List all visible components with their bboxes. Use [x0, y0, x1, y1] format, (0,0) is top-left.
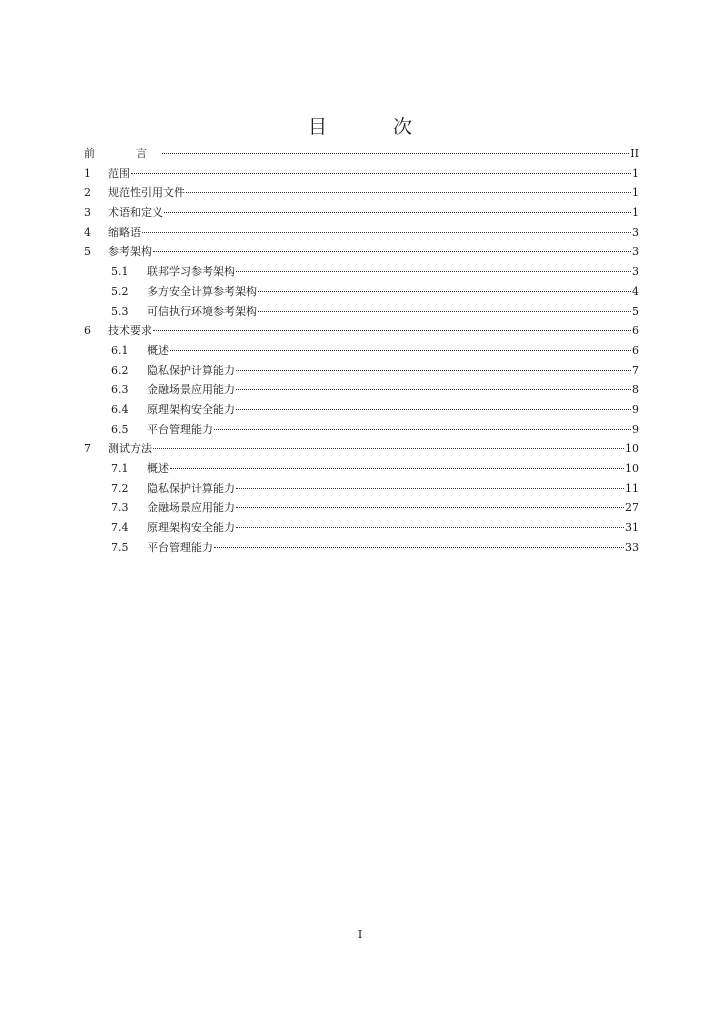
dot-leader — [170, 349, 631, 351]
toc-entry-page: 8 — [632, 383, 639, 397]
dot-leader — [236, 369, 631, 371]
toc-entry-number: 5.2 — [111, 284, 129, 298]
toc-entry[interactable] — [84, 420, 639, 440]
toc-entry-page: 9 — [632, 402, 639, 416]
dot-leader — [258, 310, 631, 312]
toc-entry[interactable] — [84, 341, 639, 361]
toc-entry[interactable] — [84, 439, 639, 459]
toc-entry[interactable] — [84, 223, 639, 243]
toc-entry[interactable] — [84, 203, 639, 223]
dot-leader — [236, 487, 624, 489]
toc-entry[interactable] — [84, 144, 639, 164]
toc-entry-number: 7.1 — [111, 462, 129, 475]
dot-leader — [164, 211, 631, 213]
toc-entry-page: II — [630, 147, 639, 160]
toc-entry-label: 平台管理能力 — [147, 540, 213, 554]
dot-leader — [170, 467, 624, 469]
toc-entry-page: 4 — [632, 284, 639, 298]
toc-entry-number: 1 — [84, 166, 91, 180]
dot-leader — [153, 250, 631, 252]
dot-leader — [236, 388, 631, 390]
toc-entry-page: 11 — [625, 481, 639, 495]
toc-entry-label: 金融场景应用能力 — [147, 383, 235, 397]
toc-entry-number: 6.4 — [111, 402, 129, 416]
toc-entry-label: 可信执行环境参考架构 — [147, 304, 257, 318]
toc-entry-page: 9 — [632, 422, 639, 436]
page-title: 目 次 — [307, 116, 443, 138]
toc-entry-page: 31 — [625, 521, 639, 535]
toc-entry-label: 原理架构安全能力 — [147, 402, 235, 416]
toc-entry-label: 缩略语 — [108, 225, 141, 239]
table-of-contents — [84, 144, 639, 557]
dot-leader — [236, 526, 624, 528]
dot-leader — [258, 290, 631, 292]
toc-entry-page: 6 — [632, 343, 639, 357]
toc-entry-page: 3 — [632, 265, 639, 279]
dot-leader — [153, 329, 631, 331]
dot-leader — [142, 231, 631, 233]
toc-entry-page: 1 — [632, 166, 639, 180]
toc-entry-page: 33 — [625, 540, 639, 554]
toc-entry-page: 5 — [632, 304, 639, 318]
page-number: I — [357, 928, 363, 941]
dot-leader — [186, 191, 631, 193]
toc-entry-number: 前 — [84, 147, 95, 160]
toc-entry-page: 27 — [625, 501, 639, 515]
toc-entry-label: 技术要求 — [108, 324, 152, 338]
toc-entry-number: 5.3 — [111, 304, 129, 318]
toc-entry-number: 6.3 — [111, 383, 129, 397]
toc-entry[interactable] — [84, 459, 639, 479]
toc-entry[interactable] — [84, 400, 639, 420]
toc-entry[interactable] — [84, 380, 639, 400]
toc-entry-label: 概述 — [147, 462, 169, 475]
dot-leader — [214, 546, 624, 548]
toc-entry-label: 概述 — [147, 343, 169, 357]
toc-entry-label: 言 — [136, 147, 161, 160]
toc-entry-label: 测试方法 — [108, 442, 152, 456]
toc-entry[interactable] — [84, 479, 639, 499]
toc-entry-number: 7 — [84, 442, 91, 456]
toc-entry-number: 6.2 — [111, 363, 129, 377]
toc-entry-number: 2 — [84, 186, 91, 200]
toc-entry-number: 4 — [84, 225, 91, 239]
toc-entry-number: 7.5 — [111, 540, 129, 554]
toc-entry[interactable] — [84, 242, 639, 262]
toc-entry-label: 多方安全计算参考架构 — [147, 284, 257, 298]
toc-entry-number: 6.1 — [111, 343, 129, 357]
dot-leader — [214, 428, 631, 430]
toc-entry-label: 平台管理能力 — [147, 422, 213, 436]
toc-entry-page: 6 — [632, 324, 639, 338]
toc-entry-page: 10 — [625, 462, 639, 475]
toc-entry-label: 隐私保护计算能力 — [147, 363, 235, 377]
toc-entry-label: 范围 — [108, 166, 130, 180]
toc-entry-page: 1 — [632, 186, 639, 200]
toc-entry-label: 隐私保护计算能力 — [147, 481, 235, 495]
toc-entry-number: 3 — [84, 206, 91, 220]
toc-entry[interactable] — [84, 282, 639, 302]
toc-entry-label: 金融场景应用能力 — [147, 501, 235, 515]
dot-leader — [236, 506, 624, 508]
toc-entry[interactable] — [84, 518, 639, 538]
toc-entry[interactable] — [84, 538, 639, 558]
toc-entry-page: 3 — [632, 245, 639, 259]
toc-entry[interactable] — [84, 302, 639, 322]
dot-leader — [236, 408, 631, 410]
toc-entry-number: 6 — [84, 324, 91, 338]
toc-entry-page: 10 — [625, 442, 639, 456]
toc-entry-number: 6.5 — [111, 422, 129, 436]
toc-entry-number: 5.1 — [111, 265, 129, 279]
toc-entry[interactable] — [84, 498, 639, 518]
toc-entry-label: 参考架构 — [108, 245, 152, 259]
dot-leader — [131, 172, 631, 174]
toc-entry-page: 3 — [632, 225, 639, 239]
toc-entry-label: 联邦学习参考架构 — [147, 265, 235, 279]
dot-leader — [153, 447, 624, 449]
toc-entry-number: 7.3 — [111, 501, 129, 515]
dot-leader — [236, 270, 631, 272]
toc-entry-number: 5 — [84, 245, 91, 259]
toc-entry[interactable] — [84, 183, 639, 203]
toc-entry[interactable] — [84, 164, 639, 184]
toc-entry-label: 规范性引用文件 — [108, 186, 185, 200]
toc-entry-page: 1 — [632, 206, 639, 220]
toc-entry-label: 术语和定义 — [108, 206, 163, 220]
toc-entry[interactable] — [84, 262, 639, 282]
toc-entry-page: 7 — [632, 363, 639, 377]
toc-entry-label: 原理架构安全能力 — [147, 521, 235, 535]
toc-entry-number: 7.4 — [111, 521, 129, 535]
toc-entry[interactable] — [84, 361, 639, 381]
toc-entry-number: 7.2 — [111, 481, 129, 495]
dot-leader — [162, 152, 629, 154]
toc-entry[interactable] — [84, 321, 639, 341]
